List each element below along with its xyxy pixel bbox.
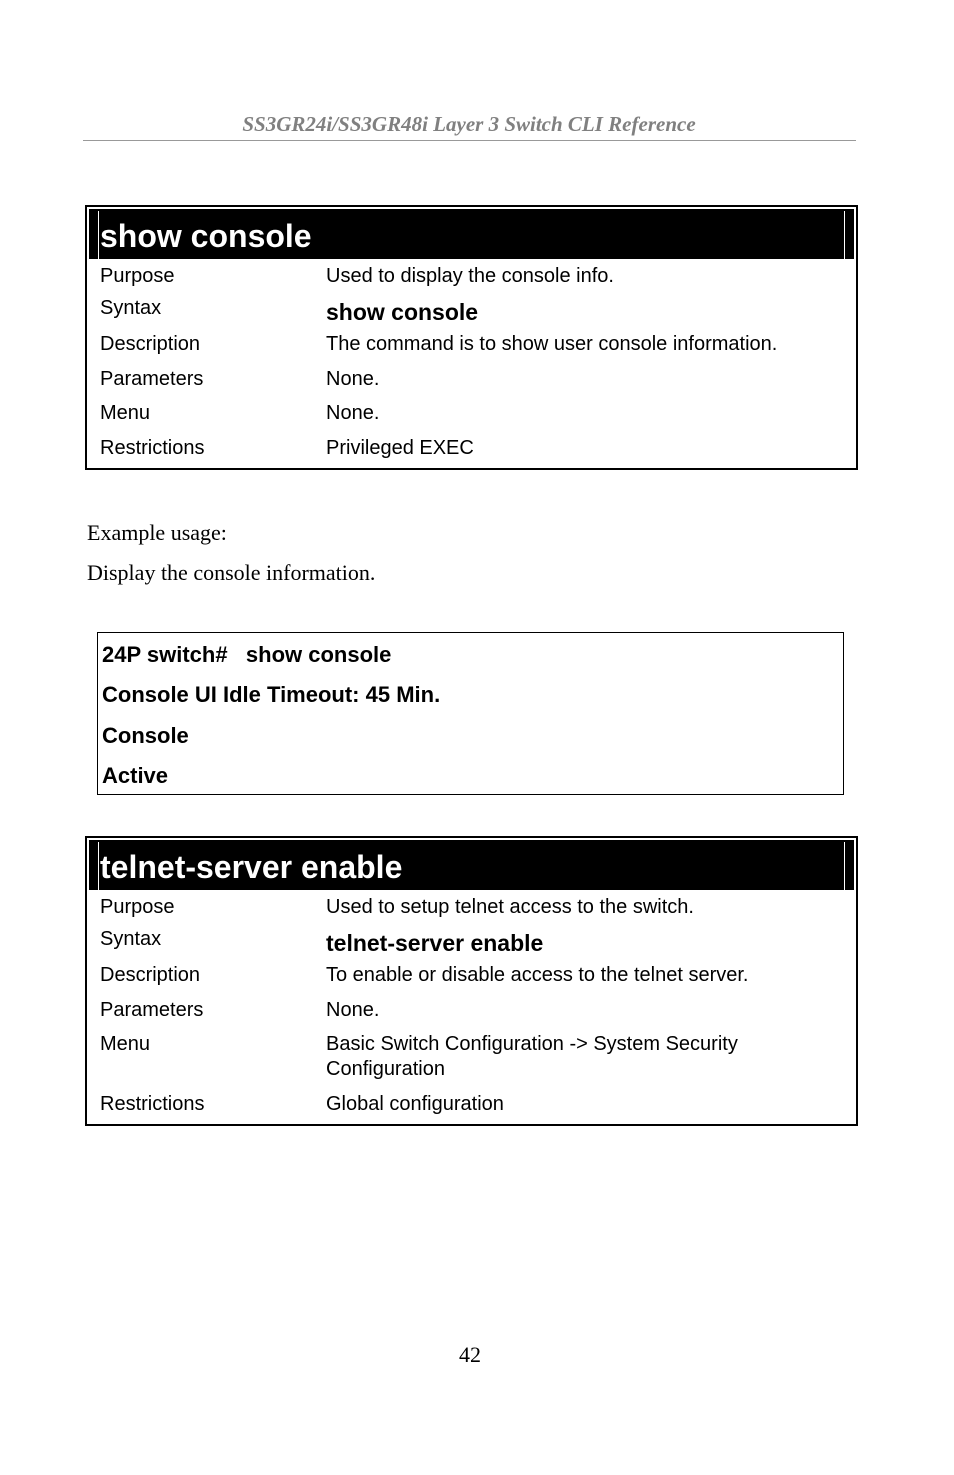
menu-label: Menu	[100, 402, 151, 424]
purpose-row	[87, 890, 856, 926]
purpose-value: Used to display the console info.	[326, 265, 614, 287]
restrictions-row	[87, 1092, 856, 1124]
example-output-box	[97, 632, 844, 795]
restrictions-value: Global configuration	[326, 1093, 504, 1115]
restrictions-label: Restrictions	[100, 1093, 205, 1115]
purpose-row	[87, 259, 856, 295]
menu-row	[87, 1032, 856, 1092]
example-line: Console	[102, 723, 189, 748]
parameters-row	[87, 998, 856, 1032]
example-description: Display the console information.	[87, 560, 376, 585]
parameters-label: Parameters	[100, 999, 204, 1021]
menu-value: None.	[326, 402, 380, 424]
example-line: Console UI Idle Timeout: 45 Min.	[102, 682, 441, 707]
purpose-value: Used to setup telnet access to the switch.	[326, 896, 694, 918]
description-label: Description	[100, 333, 201, 355]
command-title: show console	[100, 218, 312, 254]
parameters-label: Parameters	[100, 368, 204, 390]
syntax-value: show console	[326, 299, 479, 325]
menu-row	[87, 401, 856, 436]
command-table-telnet-server-enable	[85, 836, 858, 1126]
parameters-value: None.	[326, 999, 380, 1021]
description-value: The command is to show user console information.	[326, 333, 778, 355]
menu-value-line: Configuration	[326, 1058, 445, 1080]
command-title: telnet-server enable	[100, 849, 403, 885]
page-number: 42	[459, 1342, 481, 1367]
example-line: 24P switch# show console	[102, 642, 392, 667]
description-row	[87, 963, 856, 998]
purpose-label: Purpose	[100, 896, 175, 918]
syntax-label: Syntax	[100, 297, 162, 319]
parameters-row	[87, 367, 856, 401]
syntax-value: telnet-server enable	[326, 930, 544, 956]
description-value: To enable or disable access to the telnet server.	[326, 964, 749, 986]
menu-value-line: Basic Switch Configuration -> System Security	[326, 1033, 738, 1055]
menu-label: Menu	[100, 1033, 151, 1055]
command-title-bar	[89, 209, 854, 259]
description-row	[87, 332, 856, 367]
syntax-row	[87, 926, 856, 963]
purpose-label: Purpose	[100, 265, 175, 287]
running-header: SS3GR24i/SS3GR48i Layer 3 Switch CLI Reference	[242, 112, 696, 136]
example-heading: Example usage:	[87, 520, 227, 545]
command-title-bar	[89, 840, 854, 890]
restrictions-label: Restrictions	[100, 437, 205, 459]
description-label: Description	[100, 964, 201, 986]
syntax-label: Syntax	[100, 928, 162, 950]
parameters-value: None.	[326, 368, 380, 390]
restrictions-row	[87, 436, 856, 468]
header-rule	[83, 140, 856, 141]
command-table-show-console	[85, 205, 858, 470]
menu-value	[326, 1032, 856, 1092]
example-line: Active	[102, 763, 169, 788]
syntax-row	[87, 295, 856, 332]
restrictions-value: Privileged EXEC	[326, 437, 474, 459]
